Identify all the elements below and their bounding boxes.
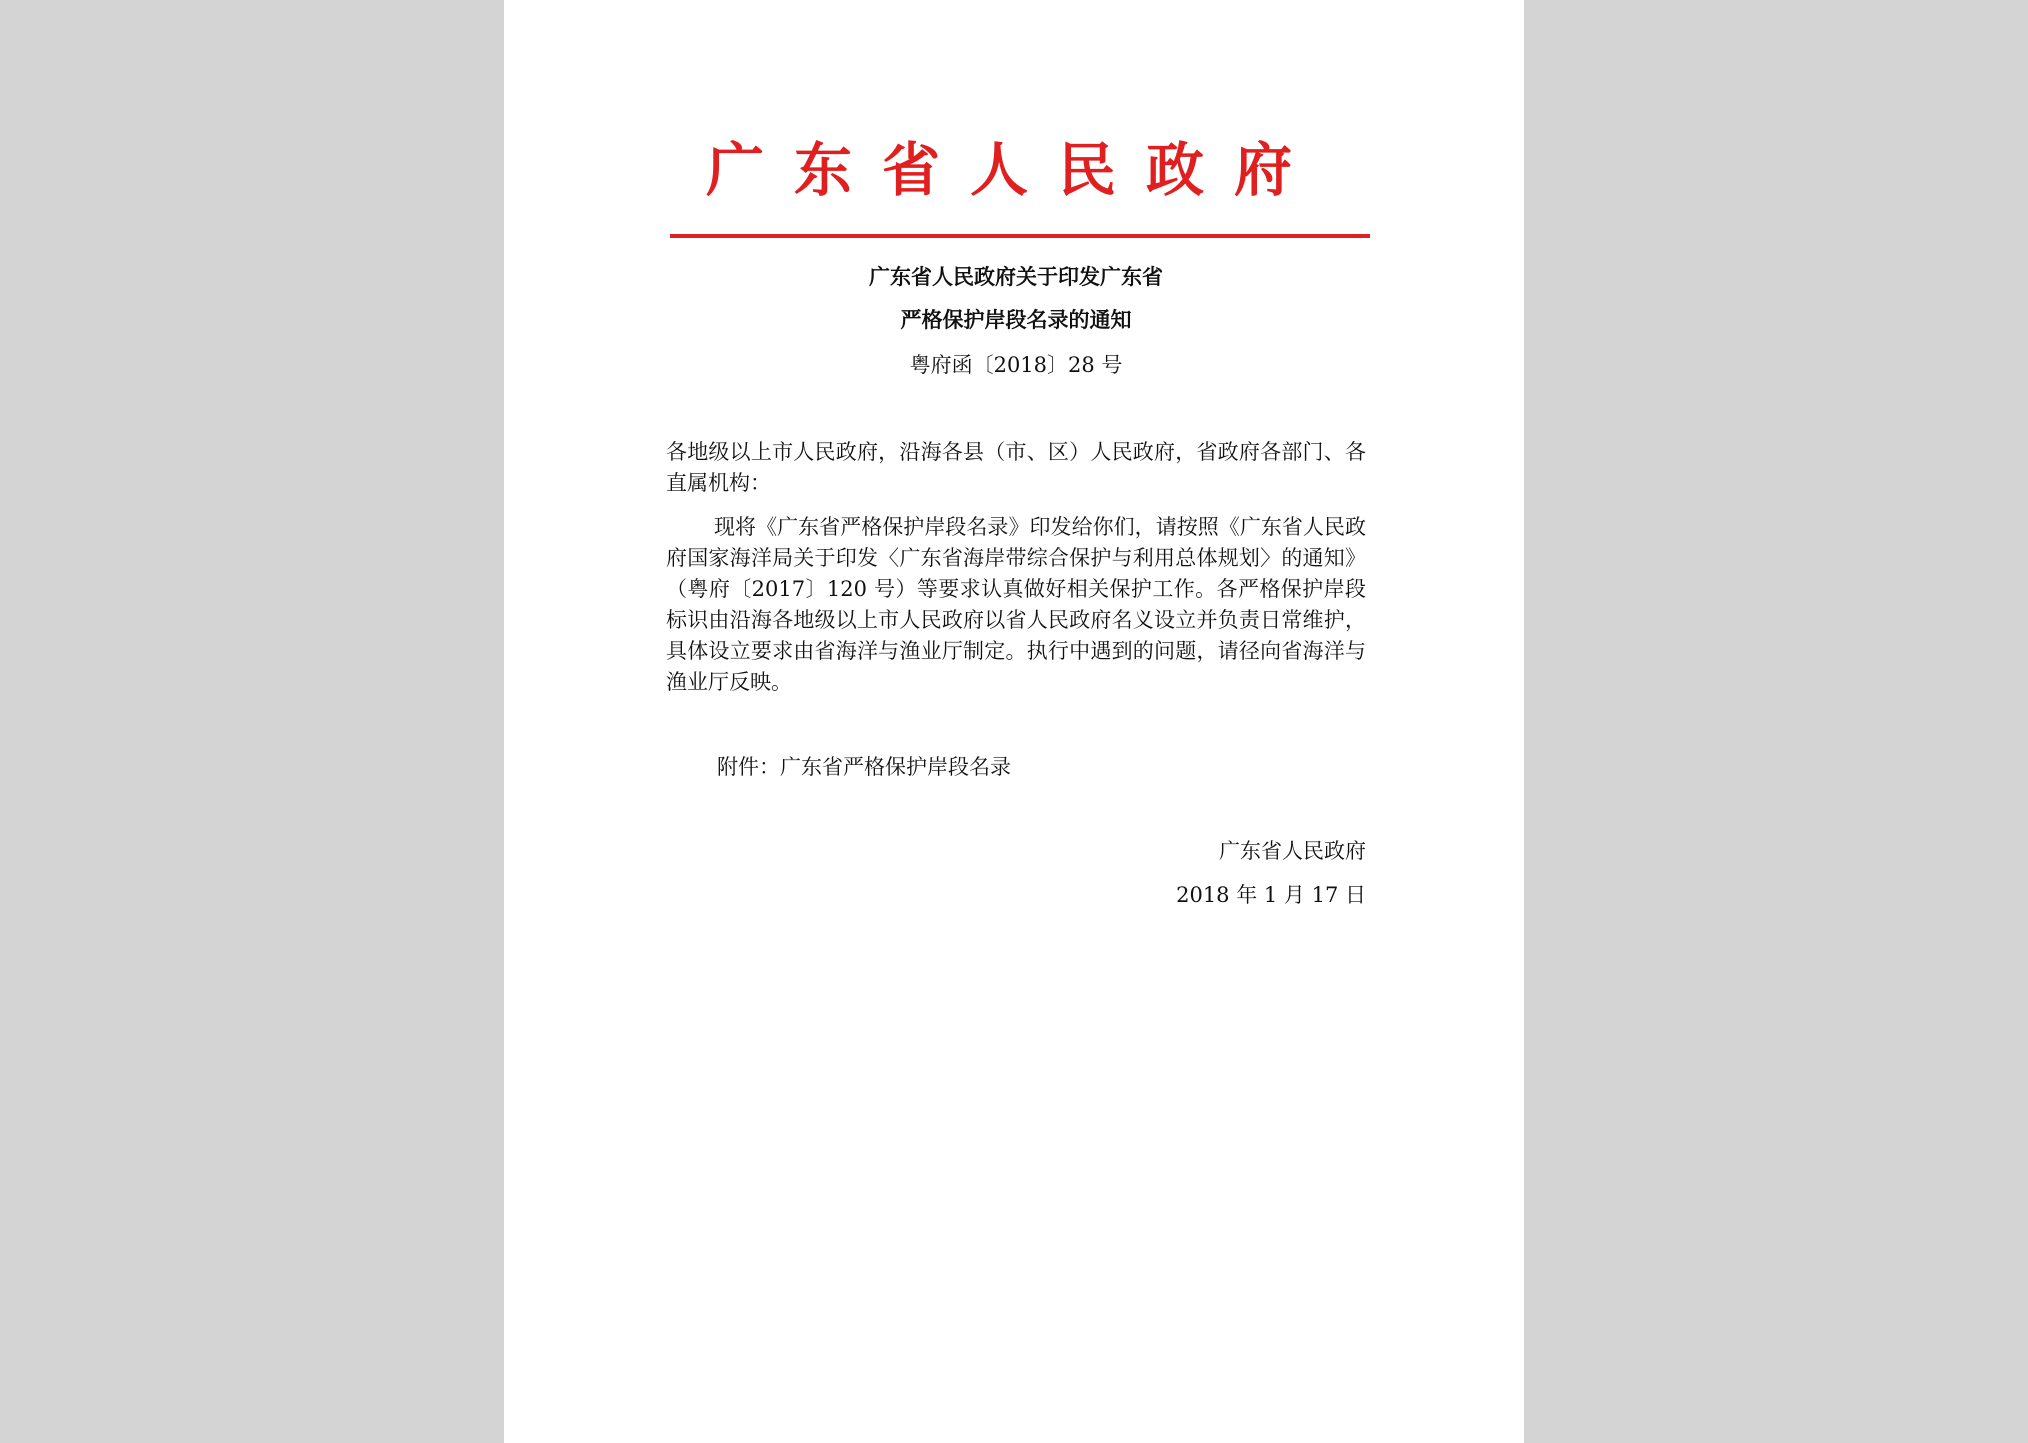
signature-organization: 广东省人民政府	[1219, 839, 1366, 863]
addressee-block	[666, 437, 1366, 499]
document-number: 粤府函〔2018〕28 号	[909, 353, 1123, 377]
body-paragraph: 现将《广东省严格保护岸段名录》印发给你们，请按照《广东省人民政府国家海洋局关于印发〈广东省海岸带综合保护与利用总体规划〉的通知》（粤府〔2017〕120 号）等要求认真做好相关保护工作。各严格保护岸段标识由沿海各地级以上市人民政府以省人民政府名义设立并负责日常维护，具体设立要求由省海洋与渔业厅制定。执行中遇到的问题，请径向省海洋与渔业厅反映。	[666, 515, 1366, 694]
masthead-title: 广东省人民政府	[705, 136, 1322, 204]
document-title-line1: 广东省人民政府关于印发广东省	[869, 265, 1163, 289]
signature-date: 2018 年 1 月 17 日	[1176, 883, 1366, 907]
attachment-line: 附件：广东省严格保护岸段名录	[717, 755, 1011, 779]
document-page	[504, 0, 1524, 1443]
addressee-text: 各地级以上市人民政府，沿海各县（市、区）人民政府，省政府各部门、各直属机构：	[666, 440, 1366, 495]
document-title-line2: 严格保护岸段名录的通知	[900, 308, 1132, 332]
body-paragraph-block	[666, 512, 1366, 698]
masthead-red-rule	[670, 234, 1370, 238]
